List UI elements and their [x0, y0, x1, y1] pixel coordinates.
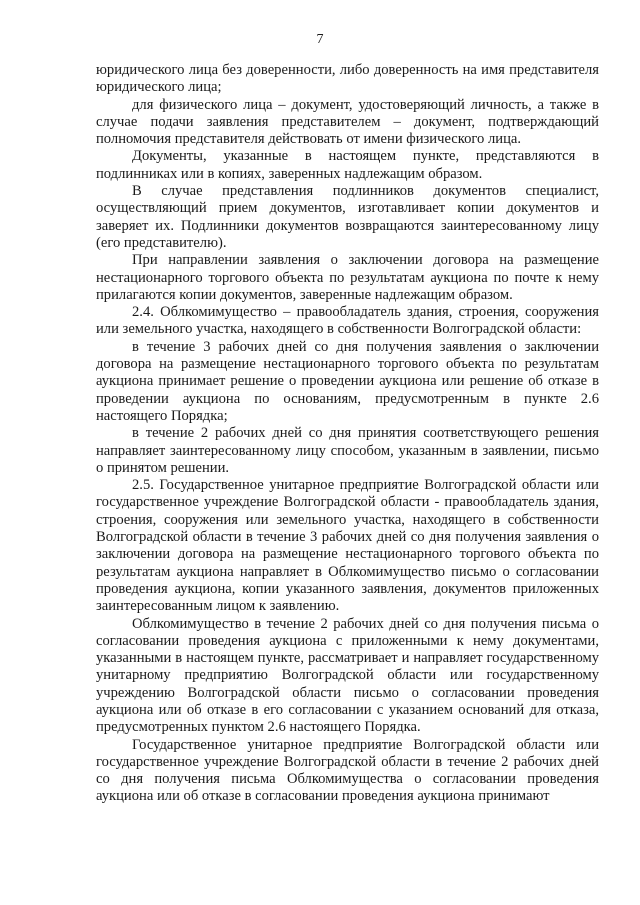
paragraph: в течение 2 рабочих дней со дня принятия соответствующего решения направляет заинтересованному лицу способом, указанным в заявлении, письмо о принятом решении. [96, 425, 599, 476]
page-number: 7 [316, 32, 324, 47]
paragraph: 2.5. Государственное унитарное предприятие Волгоградской области или государственное учреждение Волгоградской области - правообладатель здания, строения, сооружения или земельного участка, находящего в собственности Волгоградской области в течение 3 рабочих дней со дня получения заявления о заключении договора на размещение нестационарного торгового объекта по результатам аукциона направляет в Облкомимущество письмо о согласовании проведения аукциона, копии указанного заявления, документов приложенных заинтересованным лицом к заявлению. [96, 477, 599, 615]
paragraph: в течение 3 рабочих дней со дня получения заявления о заключении договора на размещение нестационарного торгового объекта по результатам аукциона принимает решение о проведении аукциона или решение об отказе в проведении аукциона по основаниям, предусмотренным в пункте 2.6 настоящего Порядка; [96, 338, 599, 424]
paragraph: Документы, указанные в настоящем пункте, представляются в подлинниках или в копиях, заверенных надлежащим образом. [96, 148, 599, 182]
document-body [96, 62, 599, 806]
paragraph: При направлении заявления о заключении договора на размещение нестационарного торгового объекта по результатам аукциона по почте к нему прилагаются копии документов, заверенные надлежащим образом. [96, 252, 599, 303]
paragraph: Облкомимущество в течение 2 рабочих дней со дня получения письма о согласовании проведения аукциона с приложенными к нему документами, указанными в настоящем пункте, рассматривает и направляет государственному унитарному предприятию Волгоградской области или государственному учреждению Волгоградской области письмо о согласовании проведения аукциона или об отказе в его согласовании с указанием оснований для отказа, предусмотренных пунктом 2.6 настоящего Порядка. [96, 615, 599, 736]
paragraph: 2.4. Облкомимущество – правообладатель здания, строения, сооружения или земельного участка, находящего в собственности Волгоградской области: [96, 304, 599, 338]
paragraph: Государственное унитарное предприятие Волгоградской области или государственное учреждение Волгоградской области в течение 2 рабочих дней со дня получения письма Облкомимущества о согласовании проведения аукциона или об отказе в согласовании проведения аукциона принимают [96, 736, 599, 805]
paragraph: для физического лица – документ, удостоверяющий личность, а также в случае подачи заявления представителем – документ, подтверждающий полномочия представителя действовать от имени физического лица. [96, 96, 599, 148]
paragraph: В случае представления подлинников документов специалист, осуществляющий прием документов, изготавливает копии документов и заверяет их. Подлинники документов возвращаются заинтересованному лицу (его представителю). [96, 183, 599, 251]
paragraph: юридического лица без доверенности, либо доверенность на имя представителя юридического лица; [96, 62, 599, 96]
